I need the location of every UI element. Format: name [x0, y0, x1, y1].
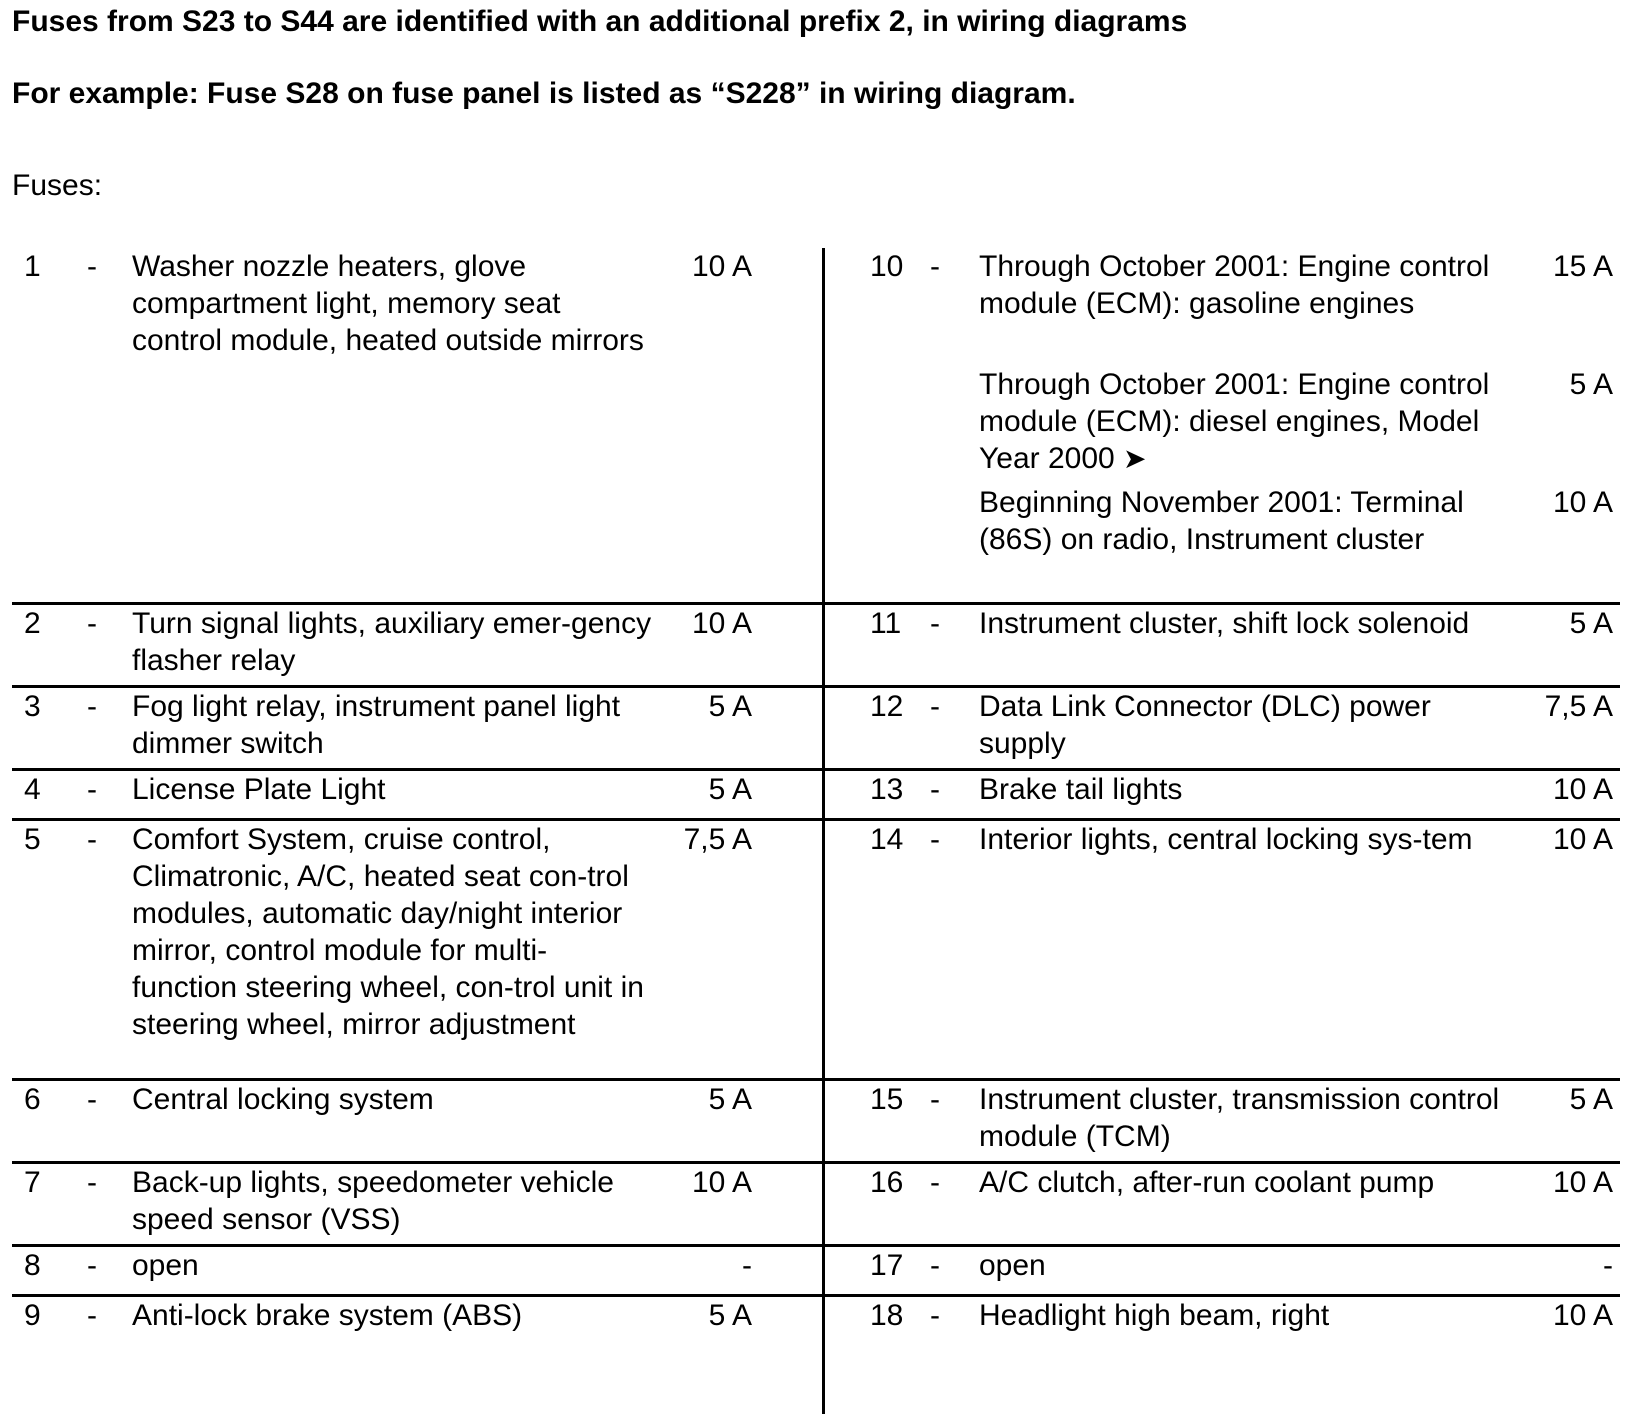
fuse-dash: - — [930, 823, 940, 856]
fuse-description: A/C clutch, after-run coolant pump — [979, 1166, 1435, 1199]
fuse-dash: - — [87, 690, 97, 723]
fuse-amperage: 5 A — [1569, 607, 1613, 640]
fuse-amperage: 7,5 A — [1544, 690, 1613, 723]
fuse-number: 2 — [24, 607, 41, 640]
fuse-amperage: 10 A — [1552, 486, 1613, 519]
fuse-number: 10 — [870, 250, 904, 283]
fuse-number: 3 — [24, 690, 41, 723]
fuse-amperage: 5 A — [708, 1299, 752, 1332]
fuse-description: Beginning November 2001: Terminal (86S) on radio, Instrument cluster — [979, 486, 1464, 556]
fuse-column-right — [825, 248, 1620, 1357]
fuse-row — [12, 1081, 822, 1164]
fuse-row — [825, 1081, 1620, 1164]
fuse-dash: - — [930, 1083, 940, 1116]
intro-line-prefix: Fuses from S23 to S44 are identified with an additional prefix 2, in wiring diagrams — [12, 5, 1188, 38]
fuse-amperage: 5 A — [1569, 368, 1613, 401]
fuse-row — [12, 605, 822, 688]
fuse-amperage: 10 A — [1552, 1166, 1613, 1199]
fuse-dash: - — [87, 823, 97, 856]
fuse-column-left — [12, 248, 822, 1357]
fuse-row — [825, 1297, 1620, 1357]
fuse-number: 1 — [24, 250, 41, 283]
fuse-amperage: - — [742, 1249, 752, 1282]
fuse-amperage: 5 A — [708, 773, 752, 806]
fuse-description: Through October 2001: Engine control module (ECM): gasoline engines — [979, 250, 1490, 320]
fuse-dash: - — [930, 1299, 940, 1332]
fuse-dash: - — [930, 690, 940, 723]
fuse-row — [12, 1164, 822, 1247]
fuse-number: 14 — [870, 823, 904, 856]
fuse-number: 4 — [24, 773, 41, 806]
fuse-amperage: - — [1603, 1249, 1613, 1282]
fuse-number: 11 — [870, 607, 902, 640]
fuse-amperage: 15 A — [1552, 250, 1613, 283]
fuse-amperage: 10 A — [1552, 1299, 1613, 1332]
fuse-dash: - — [87, 1299, 97, 1332]
fuse-dash: - — [930, 773, 940, 806]
fuse-description: Interior lights, central locking sys-tem — [979, 823, 1473, 856]
continued-arrow-icon: ➤ — [1123, 443, 1147, 474]
fuse-dash: - — [930, 1166, 940, 1199]
fuse-number: 16 — [870, 1166, 904, 1199]
fuse-dash: - — [930, 607, 940, 640]
fuse-number: 7 — [24, 1166, 41, 1199]
fuse-number: 8 — [24, 1249, 41, 1282]
fuse-number: 13 — [870, 773, 904, 806]
fuse-number: 6 — [24, 1083, 41, 1116]
fuse-description: License Plate Light — [132, 773, 386, 806]
fuse-description: Anti-lock brake system (ABS) — [132, 1299, 523, 1332]
fuse-dash: - — [930, 1249, 940, 1282]
fuse-number: 5 — [24, 823, 41, 856]
fuse-dash: - — [87, 250, 97, 283]
fuse-row — [825, 605, 1620, 688]
fuse-dash: - — [87, 607, 97, 640]
fuse-description-text: Through October 2001: Engine control module (ECM): diesel engines, Model Year 2000 — [979, 368, 1490, 475]
intro-line-example: For example: Fuse S28 on fuse panel is listed as “S228” in wiring diagram. — [12, 77, 1076, 110]
fuse-description: open — [132, 1249, 199, 1282]
fuse-row — [825, 248, 1620, 605]
fuse-dash: - — [87, 1083, 97, 1116]
fuse-row — [825, 688, 1620, 771]
fuse-amperage: 10 A — [691, 607, 752, 640]
fuse-amperage: 5 A — [1569, 1083, 1613, 1116]
fuse-description: Turn signal lights, auxiliary emer-gency flasher relay — [132, 607, 652, 677]
fuse-dash: - — [87, 1249, 97, 1282]
fuse-row — [12, 688, 822, 771]
fuse-row — [12, 771, 822, 821]
fuse-row — [12, 1297, 822, 1357]
fuses-label: Fuses: — [12, 169, 103, 202]
fuse-number: 15 — [870, 1083, 904, 1116]
fuse-dash: - — [87, 1166, 97, 1199]
fuse-description — [979, 366, 1509, 477]
fuse-row — [825, 1164, 1620, 1247]
fuse-amperage: 7,5 A — [683, 823, 752, 856]
fuse-description: open — [979, 1249, 1046, 1282]
fuse-number: 17 — [870, 1249, 904, 1282]
fuse-table — [12, 248, 1620, 1414]
fuse-row — [825, 821, 1620, 1081]
fuse-amperage: 5 A — [708, 690, 752, 723]
fuse-number: 18 — [870, 1299, 904, 1332]
fuse-description: Washer nozzle heaters, glove compartment light, memory seat control module, heated outside mirrors — [132, 250, 644, 357]
fuse-description: Instrument cluster, shift lock solenoid — [979, 607, 1470, 640]
fuse-description: Fog light relay, instrument panel light dimmer switch — [132, 690, 621, 760]
fuse-amperage: 5 A — [708, 1083, 752, 1116]
fuse-amperage: 10 A — [691, 250, 752, 283]
fuse-row — [12, 1247, 822, 1297]
fuse-dash: - — [87, 773, 97, 806]
fuse-amperage: 10 A — [1552, 773, 1613, 806]
fuse-description: Headlight high beam, right — [979, 1299, 1330, 1332]
fuse-row — [12, 821, 822, 1081]
fuse-amperage: 10 A — [1552, 823, 1613, 856]
fuse-row — [825, 1247, 1620, 1297]
fuse-description: Brake tail lights — [979, 773, 1183, 806]
fuse-dash: - — [930, 250, 940, 283]
fuse-number: 12 — [870, 690, 904, 723]
fuse-row — [825, 771, 1620, 821]
fuse-amperage: 10 A — [691, 1166, 752, 1199]
fuse-description: Central locking system — [132, 1083, 434, 1116]
fuse-number: 9 — [24, 1299, 41, 1332]
fuse-description: Instrument cluster, transmission control module (TCM) — [979, 1083, 1500, 1153]
fuse-description: Comfort System, cruise control, Climatronic, A/C, heated seat con-trol modules, automatic day/night interior mirror, control module for multi-function steering wheel, con-trol unit in steering wheel, mirror adjustment — [132, 823, 644, 1041]
fuse-row — [12, 248, 822, 605]
fuse-description: Back-up lights, speedometer vehicle speed sensor (VSS) — [132, 1166, 614, 1236]
fuse-description: Data Link Connector (DLC) power supply — [979, 690, 1431, 760]
